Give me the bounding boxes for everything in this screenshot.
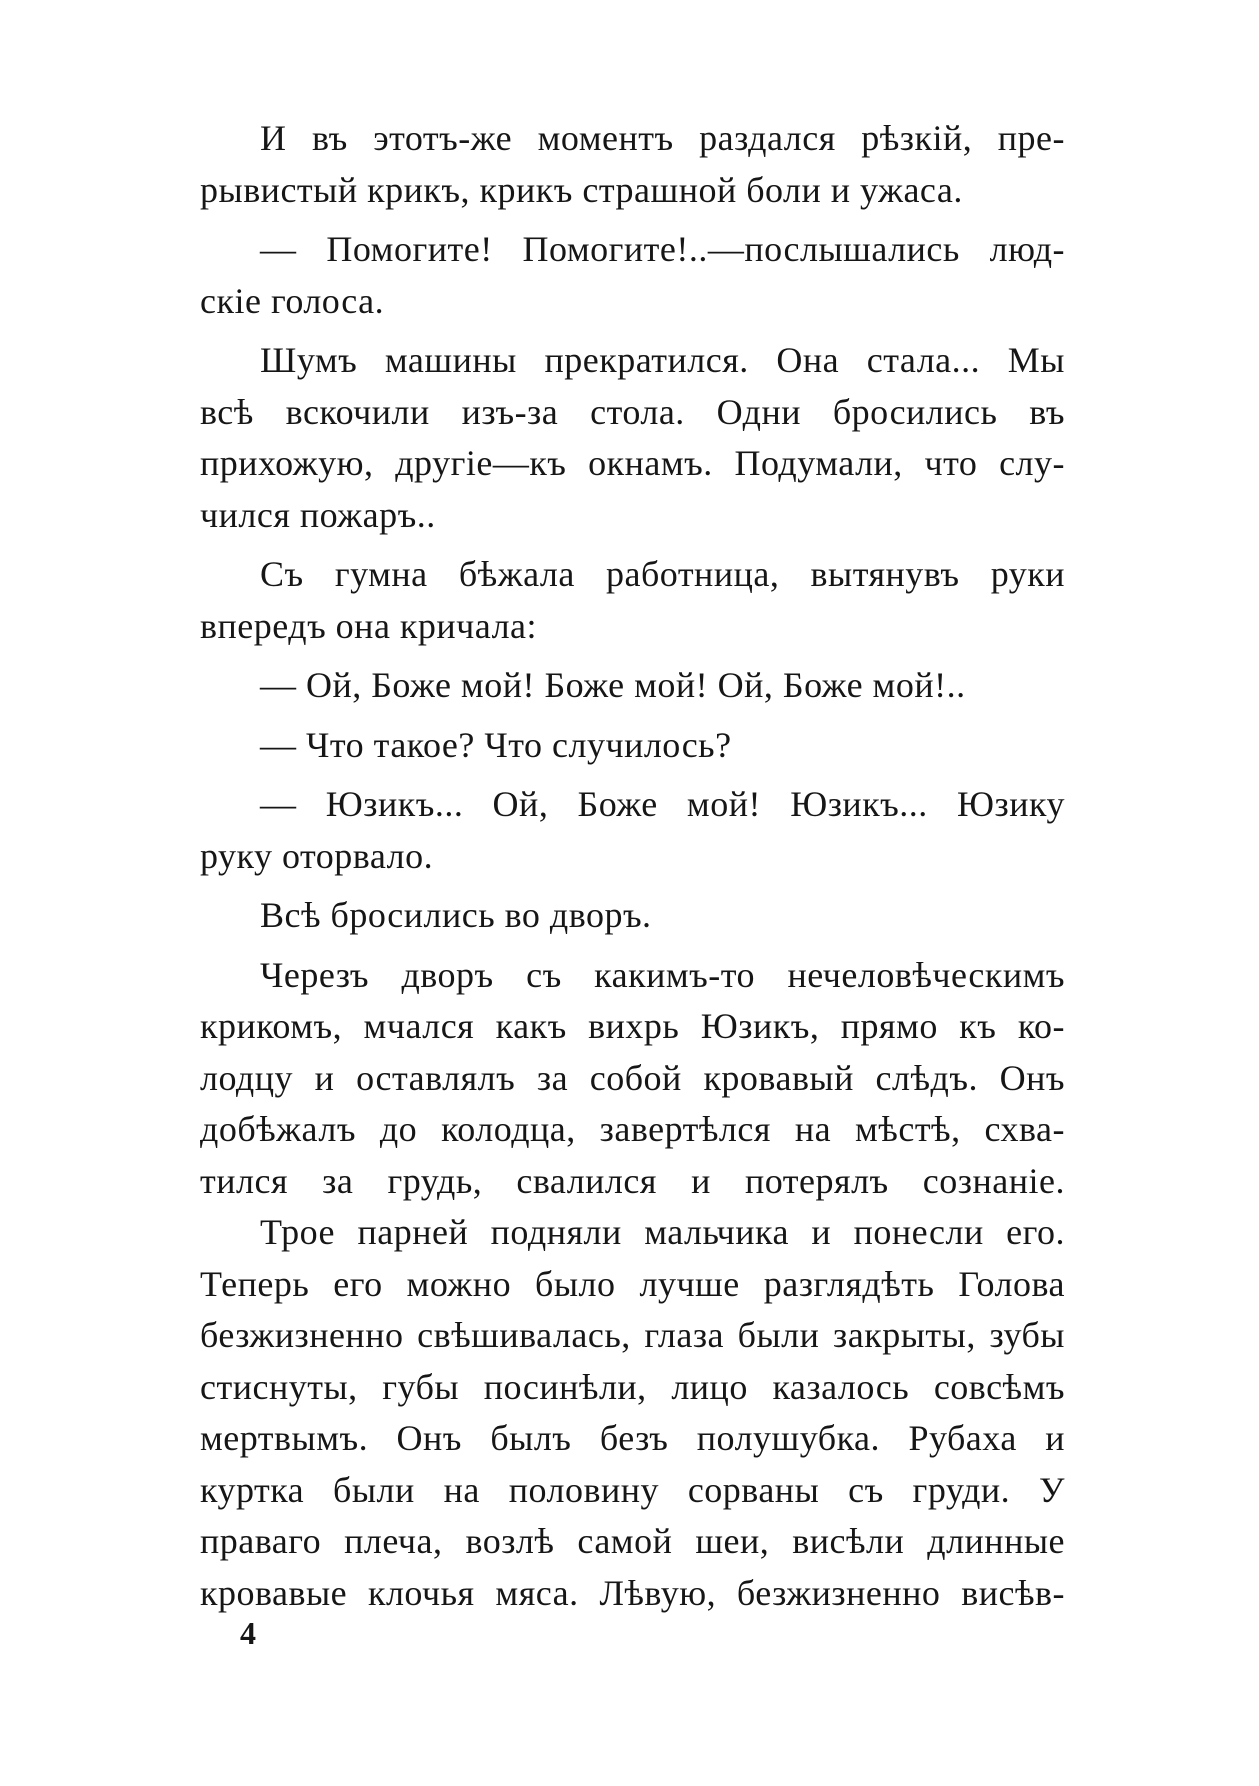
text-line: чился пожаръ.. [200, 494, 436, 535]
paragraph [200, 720, 1065, 772]
text-line: Черезъ дворъ съ какимъ-то нечеловѣческимъ [260, 954, 1065, 995]
text-line: кровавые клочья мяса. Лѣвую, безжизненно висѣв- [200, 1572, 1065, 1613]
text-line: стиснуты, губы посинѣли, лицо казалось совсѣмъ [200, 1366, 1065, 1407]
text-line: Шумъ машины прекратился. Она стала... Мы [260, 340, 1065, 380]
text-line: мертвымъ. Онъ былъ безъ полушубка. Рубаха и [200, 1418, 1065, 1458]
paragraph [200, 549, 1065, 652]
paragraph [200, 779, 1065, 882]
paragraph [200, 950, 1065, 1208]
paragraph [200, 1207, 1065, 1619]
text-line: тился за грудь, свалился и потерялъ сознаніе. [200, 1160, 1065, 1201]
text-line: праваго плеча, возлѣ самой шеи, висѣли длинные [200, 1521, 1065, 1561]
text-line: Трое парней подняли мальчика и понесли его. [260, 1212, 1065, 1252]
text-line: — Помогите! Помогите!..—послышались люд- [260, 229, 1065, 269]
paragraph [200, 335, 1065, 541]
text-line: Всѣ бросились во дворъ. [260, 895, 652, 935]
text-line: Съ гумна бѣжала работница, вытянувъ руки [260, 554, 1065, 594]
paragraph [200, 224, 1065, 327]
paragraph [200, 113, 1065, 216]
text-line: всѣ вскочили изъ-за стола. Одни бросились въ [200, 391, 1065, 432]
paragraph [200, 890, 1065, 942]
body-text [200, 113, 1065, 1619]
text-line: прихожую, другіе—къ окнамъ. Подумали, что слу- [200, 443, 1065, 483]
text-line: — Что такое? Что случилось? [260, 724, 732, 765]
text-line: Теперь его можно было лучше разглядѣть Голова [200, 1263, 1065, 1304]
text-line: куртка были на половину сорваны съ груди. У [200, 1469, 1065, 1510]
page-number: 4 [240, 1615, 256, 1651]
text-line: руку оторвало. [200, 835, 434, 876]
text-line: крикомъ, мчался какъ вихрь Юзикъ, прямо къ ко- [200, 1006, 1065, 1046]
text-line: впередъ она кричала: [200, 605, 538, 646]
text-line: безжизненно свѣшивалась, глаза были закрыты, зубы [200, 1315, 1065, 1355]
text-line: И въ этотъ-же моментъ раздался рѣзкій, пре- [260, 118, 1065, 158]
text-line: скіе голоса. [200, 280, 385, 321]
text-line: лодцу и оставлялъ за собой кровавый слѣдъ. Онъ [200, 1057, 1065, 1098]
text-line: — Юзикъ... Ой, Боже мой! Юзикъ... Юзику [260, 784, 1065, 824]
text-line: — Ой, Боже мой! Боже мой! Ой, Боже мой!.. [260, 665, 966, 705]
text-line: рывистый крикъ, крикъ страшной боли и ужаса. [200, 169, 963, 210]
paragraph [200, 660, 1065, 712]
text-line: добѣжалъ до колодца, завертѣлся на мѣстѣ, схва- [200, 1109, 1065, 1149]
